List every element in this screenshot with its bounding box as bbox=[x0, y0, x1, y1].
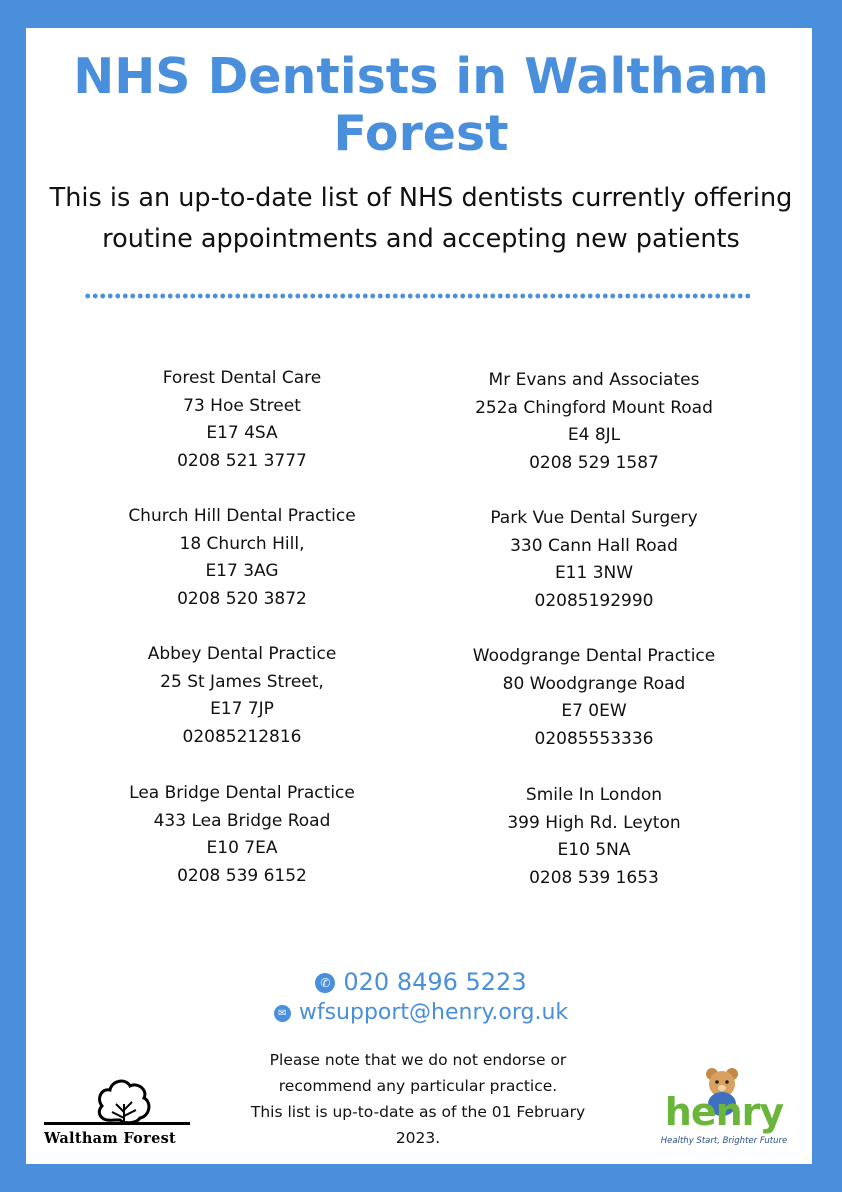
practice-card bbox=[434, 782, 754, 893]
contact-phone[interactable]: 020 8496 5223 bbox=[343, 968, 527, 996]
practice-address: 252a Chingford Mount Road bbox=[475, 397, 713, 418]
disclaimer-note bbox=[228, 1047, 608, 1151]
practice-card bbox=[434, 643, 754, 754]
practice-postcode: E17 7JP bbox=[210, 699, 274, 720]
waltham-forest-wordmark: Waltham Forest bbox=[44, 1130, 177, 1147]
intro-text bbox=[40, 178, 802, 260]
practice-card bbox=[434, 505, 754, 616]
contact-phone-row bbox=[0, 968, 842, 996]
practice-phone: 02085212816 bbox=[182, 727, 302, 748]
practice-card bbox=[82, 365, 402, 476]
intro-line-1: This is an up-to-date list of NHS dentists currently offering bbox=[49, 183, 793, 213]
practice-address: 25 St James Street, bbox=[160, 671, 324, 692]
phone-icon: ✆ bbox=[315, 973, 335, 993]
henry-tagline: Healthy Start, Brighter Future bbox=[660, 1136, 788, 1146]
practice-card bbox=[82, 780, 402, 891]
dotted-divider bbox=[84, 293, 750, 299]
practice-phone: 0208 521 3777 bbox=[177, 451, 307, 472]
practice-address: 399 High Rd. Leyton bbox=[507, 812, 681, 833]
practice-postcode: E17 3AG bbox=[205, 561, 279, 582]
page-title: NHS Dentists in Waltham Forest bbox=[73, 48, 769, 162]
practice-address: 18 Church Hill, bbox=[179, 533, 305, 554]
practice-name: Smile In London bbox=[525, 785, 663, 805]
practice-phone: 02085192990 bbox=[534, 591, 654, 612]
practice-postcode: E10 5NA bbox=[557, 840, 631, 861]
practice-name: Abbey Dental Practice bbox=[147, 644, 337, 664]
practice-name: Church Hill Dental Practice bbox=[128, 506, 356, 526]
contact-email[interactable]: wfsupport@henry.org.uk bbox=[298, 1000, 569, 1025]
practice-phone: 02085553336 bbox=[534, 729, 654, 750]
practice-postcode: E7 0EW bbox=[561, 701, 627, 722]
practice-card bbox=[434, 367, 754, 478]
practice-address: 330 Cann Hall Road bbox=[510, 535, 678, 556]
practice-postcode: E10 7EA bbox=[206, 838, 278, 859]
practice-card bbox=[82, 503, 402, 614]
henry-wordmark: henry bbox=[664, 1090, 784, 1134]
practice-phone: 0208 539 6152 bbox=[177, 866, 307, 887]
practice-postcode: E17 4SA bbox=[206, 423, 278, 444]
practice-name: Lea Bridge Dental Practice bbox=[129, 783, 355, 803]
intro-line-2: routine appointments and accepting new patients bbox=[102, 224, 740, 254]
note-line-3: This list is up-to-date as of the 01 February bbox=[250, 1103, 586, 1121]
email-icon: ✉ bbox=[274, 1005, 291, 1022]
practice-name: Park Vue Dental Surgery bbox=[490, 508, 698, 528]
practice-card bbox=[82, 641, 402, 752]
practice-name: Mr Evans and Associates bbox=[488, 370, 700, 390]
contact-email-row bbox=[0, 1000, 842, 1025]
practice-address: 80 Woodgrange Road bbox=[502, 673, 686, 694]
practice-address: 73 Hoe Street bbox=[183, 395, 301, 416]
note-line-1: Please note that we do not endorse or bbox=[269, 1051, 567, 1069]
note-line-2: recommend any particular practice. bbox=[278, 1077, 558, 1095]
note-line-4: 2023. bbox=[395, 1129, 441, 1147]
practice-address: 433 Lea Bridge Road bbox=[153, 810, 331, 831]
practice-name: Forest Dental Care bbox=[162, 368, 322, 388]
practice-postcode: E11 3NW bbox=[554, 563, 634, 584]
practice-phone: 0208 520 3872 bbox=[177, 589, 307, 610]
practice-postcode: E4 8JL bbox=[567, 425, 621, 446]
practice-phone: 0208 529 1587 bbox=[529, 453, 659, 474]
practice-name: Woodgrange Dental Practice bbox=[472, 646, 716, 666]
practice-phone: 0208 539 1653 bbox=[529, 868, 659, 889]
